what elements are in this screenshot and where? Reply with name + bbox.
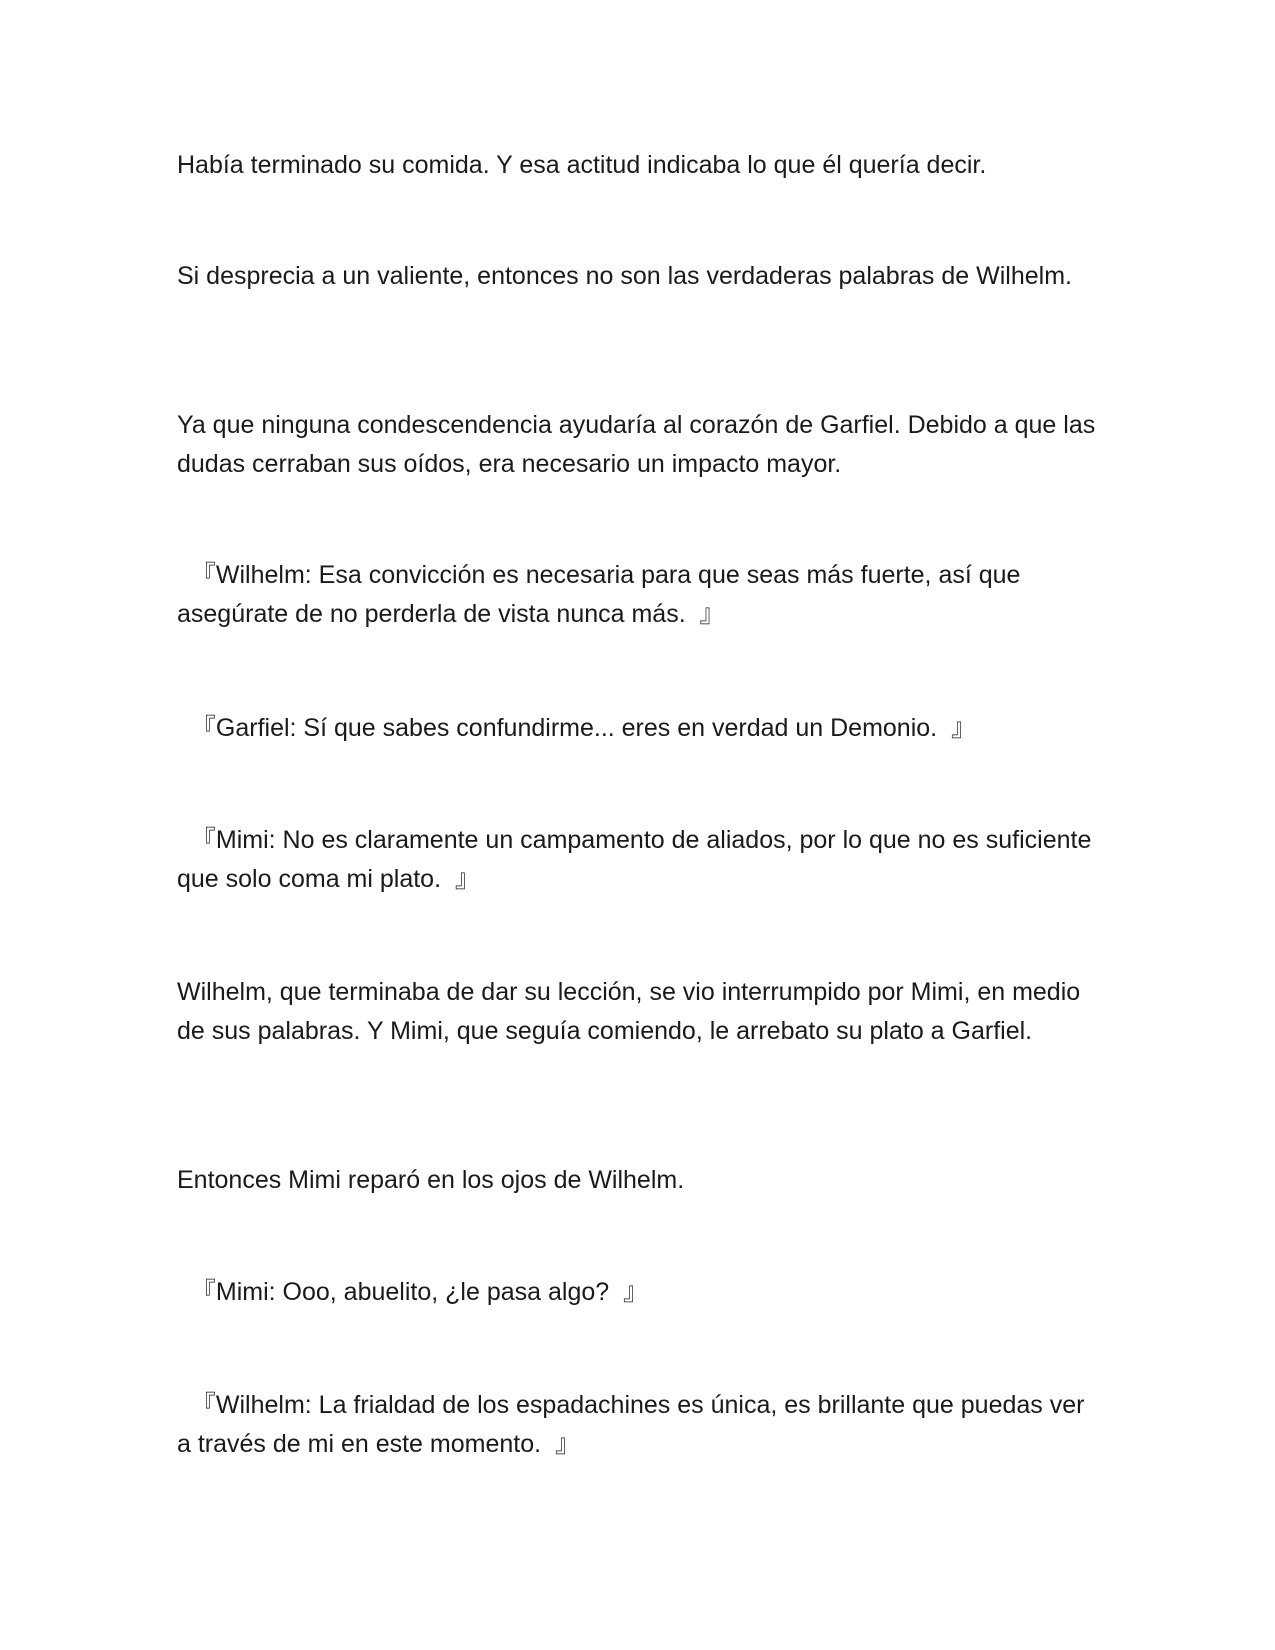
dialogue-mimi-2: 『Mimi: Ooo, abuelito, ¿le pasa algo? 』: [177, 1278, 649, 1306]
dialogue-garfiel: 『Garfiel: Sí que sabes confundirme... eres en verdad un Demonio. 』: [177, 714, 977, 742]
paragraph-3: Ya que ninguna condescendencia ayudaría al corazón de Garfiel. Debido a que las dudas cerraban sus oídos, era necesario un impacto mayor.: [177, 411, 1096, 478]
paragraph-1: Había terminado su comida. Y esa actitud indicaba lo que él quería decir.: [177, 151, 987, 179]
dialogue-wilhelm-2: 『Wilhelm: La frialdad de los espadachines es única, es brillante que puedas ver a través de mi en este momento. 』: [177, 1391, 1085, 1458]
dialogue-wilhelm-1: 『Wilhelm: Esa convicción es necesaria para que seas más fuerte, así que asegúrate de no perderla de vista nunca más. 』: [177, 561, 1021, 628]
paragraph-8: Entonces Mimi reparó en los ojos de Wilhelm.: [177, 1166, 685, 1194]
paragraph-2: Si desprecia a un valiente, entonces no son las verdaderas palabras de Wilhelm.: [177, 262, 1072, 290]
paragraph-7: Wilhelm, que terminaba de dar su lección, se vio interrumpido por Mimi, en medio de sus palabras. Y Mimi, que seguía comiendo, le arrebato su plato a Garfiel.: [177, 978, 1081, 1045]
dialogue-mimi-1: 『Mimi: No es claramente un campamento de aliados, por lo que no es suficiente que solo coma mi plato. 』: [177, 826, 1092, 893]
